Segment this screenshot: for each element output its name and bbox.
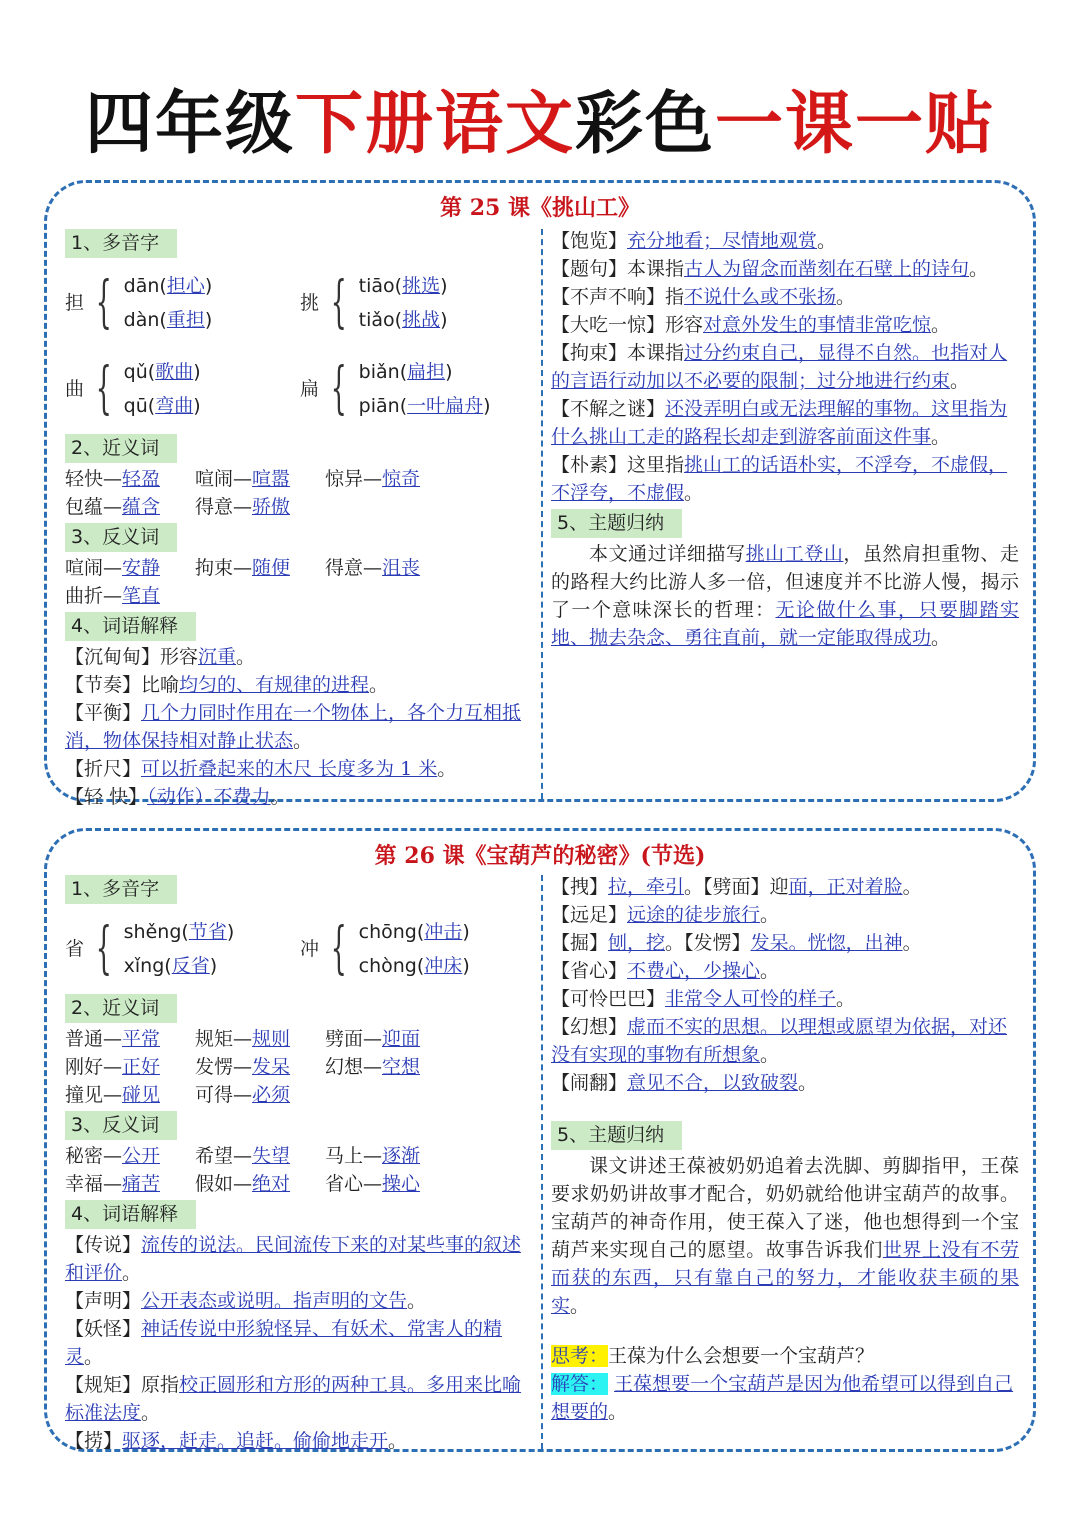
definition-item: 【拘束】本课指过分约束自己，显得不自然。也指对人的言语行动加以不必要的限制；过分地进行约束。 — [551, 342, 1008, 392]
section-heading: 2、近义词 — [65, 434, 177, 463]
theme-paragraph: 课文讲述王葆被奶奶追着去洗脚、剪脚指甲，王葆要求奶奶讲故事才配合，奶奶就给他讲宝葫芦的故事。宝葫芦的神奇作用，使王葆入了迷，他也想得到一个宝葫芦来实现自己的愿望。故事告诉我们世界上没有不劳而获的东西，只有靠自己的努力，才能收获丰硕的果实。 — [551, 1155, 1019, 1317]
definition-item: 【不解之谜】还没弄明白或无法理解的事物。这里指为什么挑山工走的路程长却走到游客前面这件事。 — [551, 398, 1008, 448]
question-label: 思考： — [551, 1345, 609, 1367]
synonym-row: 轻快—轻盈 喧闹—喧嚣 惊异—惊奇 — [65, 468, 421, 490]
definition-item: 【声明】公开表态或说明。指声明的文告。 — [65, 1290, 427, 1312]
definition-item: 【轻 快】（动作）不费力。 — [65, 786, 290, 808]
definition-item: 【规矩】原指校正圆形和方形的两种工具。多用来比喻标准法度。 — [65, 1374, 522, 1424]
antonym-row: 秘密—公开 希望—失望 马上—逐渐 — [65, 1145, 421, 1167]
polyphone-item: 挑 { tiāo(挑选) tiǎo(挑战) — [300, 270, 448, 335]
definition-item: 【闹翻】意见不合，以致破裂。 — [551, 1072, 818, 1094]
definition-item: 【饱览】充分地看；尽情地观赏。 — [551, 230, 837, 252]
polyphone-row — [65, 346, 535, 432]
section-heading: 3、反义词 — [65, 1111, 177, 1140]
definition-item: 【可怜巴巴】非常令人可怜的样子。 — [551, 988, 856, 1010]
lesson-26-card — [44, 828, 1036, 1452]
question-line: 思考：王葆为什么会想要一个宝葫芦？ — [551, 1345, 875, 1367]
definition-item: 【题句】本课指古人为留念而凿刻在石壁上的诗句。 — [551, 258, 989, 280]
section-heading: 5、主题归纳 — [551, 1121, 682, 1150]
definition-item: 【节奏】比喻均匀的、有规律的进程。 — [65, 674, 389, 696]
page-title: 四年级下册语文彩色一课一贴 — [84, 85, 996, 164]
definition-item: 【折尺】可以折叠起来的木尺 长度多为 1 米。 — [65, 758, 457, 780]
column-divider — [541, 875, 543, 1449]
definition-item: 【幻想】虚而不实的思想。以理想或愿望为依据，对还没有实现的事物有所想象。 — [551, 1016, 1008, 1066]
antonym-row: 幸福—痛苦 假如—绝对 省心—操心 — [65, 1173, 421, 1195]
polyphone-row — [65, 906, 535, 992]
lesson-heading: 第 26 课《宝葫芦的秘密》(节选) — [374, 843, 706, 869]
answer-line: 解答： 王葆想要一个宝葫芦是因为他希望可以得到自己想要的。 — [551, 1373, 1014, 1423]
section-heading: 4、词语解释 — [65, 612, 196, 641]
section-heading: 2、近义词 — [65, 994, 177, 1023]
definition-item: 【远足】远途的徒步旅行。 — [551, 904, 780, 926]
column-divider — [541, 229, 543, 799]
lesson-25-card — [44, 180, 1036, 808]
definition-item: 【捞】驱逐，赶走。追赶。偷偷地走开。 — [65, 1430, 408, 1452]
definition-item: 【大吃一惊】形容对意外发生的事情非常吃惊。 — [551, 314, 951, 336]
definition-item: 【朴素】这里指挑山工的话语朴实，不浮夸，不虚假，不浮夸，不虚假。 — [551, 454, 1008, 504]
definition-item: 【沉甸甸】形容沉重。 — [65, 646, 256, 668]
polyphone-item: 曲 { qǔ(歌曲) qū(弯曲) — [65, 356, 201, 421]
answer-label: 解答： — [551, 1373, 609, 1395]
section-heading: 4、词语解释 — [65, 1200, 196, 1229]
synonym-row: 刚好—正好 发愣—发呆 幻想—空想 — [65, 1056, 421, 1078]
right-column — [551, 227, 1019, 652]
section-heading: 1、多音字 — [65, 229, 177, 258]
definition-item: 【妖怪】神话传说中形貌怪异、有妖术、常害人的精灵。 — [65, 1318, 503, 1368]
definition-item: 【省心】不费心，少操心。 — [551, 960, 780, 982]
polyphone-item: 扁 { biǎn(扁担) piān(一叶扁舟) — [300, 356, 491, 421]
definition-item: 【不声不响】指不说什么或不张扬。 — [551, 286, 856, 308]
definition-item: 【平衡】几个力同时作用在一个物体上，各个力互相抵消，物体保持相对静止状态。 — [65, 702, 522, 752]
definition-item: 【传说】流传的说法。民间流传下来的对某些事的叙述和评价。 — [65, 1234, 522, 1284]
lesson-heading: 第 25 课《挑山工》 — [440, 195, 640, 221]
left-column — [65, 227, 535, 811]
synonym-row: 撞见—碰见 可得—必须 — [65, 1084, 291, 1106]
synonym-row: 普通—平常 规矩—规则 劈面—迎面 — [65, 1028, 421, 1050]
polyphone-item: 冲 { chōng(冲击) chòng(冲床) — [300, 916, 470, 981]
polyphone-item: 担 { dān(担心) dàn(重担) — [65, 270, 213, 335]
polyphone-row — [65, 260, 535, 346]
section-heading: 5、主题归纳 — [551, 509, 682, 538]
definition-item: 【拽】拉，牵引。【劈面】迎面，正对着脸。 — [551, 876, 922, 898]
left-column — [65, 873, 535, 1455]
synonym-row: 包蕴—蕴含 得意—骄傲 — [65, 496, 291, 518]
section-heading: 3、反义词 — [65, 523, 177, 552]
right-column — [551, 873, 1019, 1426]
antonym-row: 曲折—笔直 — [65, 585, 161, 607]
antonym-row: 喧闹—安静 拘束—随便 得意—沮丧 — [65, 557, 421, 579]
definition-item: 【掘】刨，挖。【发愣】发呆。恍惚，出神。 — [551, 932, 922, 954]
section-heading: 1、多音字 — [65, 875, 177, 904]
polyphone-item: 省 { shěng(节省) xǐng(反省) — [65, 916, 235, 981]
theme-paragraph: 本文通过详细描写挑山工登山，虽然肩担重物、走的路程大约比游人多一倍，但速度并不比游人慢，揭示了一个意味深长的哲理：无论做什么事，只要脚踏实地、抛去杂念、勇往直前，就一定能取得成功。 — [551, 543, 1019, 649]
